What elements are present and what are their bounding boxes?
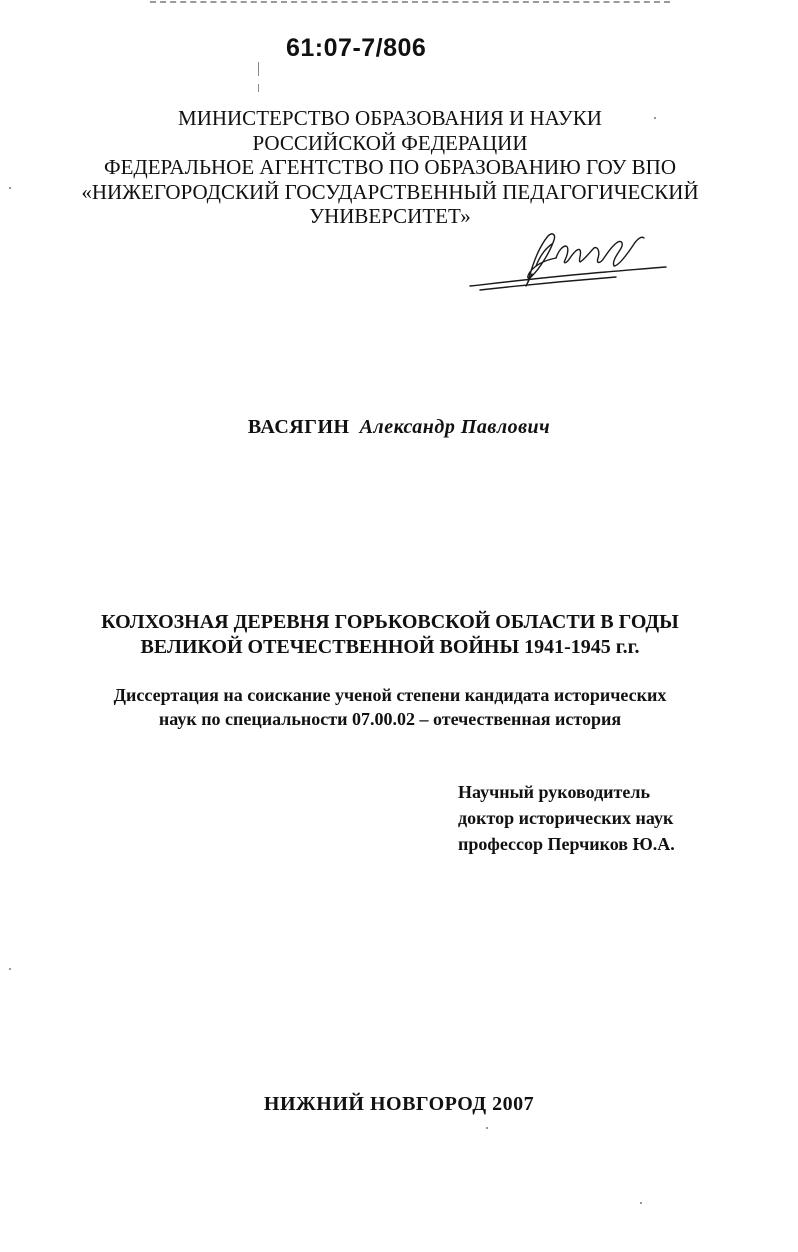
title-line: КОЛХОЗНАЯ ДЕРЕВНЯ ГОРЬКОВСКОЙ ОБЛАСТИ В ГОДЫ (101, 611, 679, 633)
city-and-year: НИЖНИЙ НОВГОРОД 2007 (263, 1093, 535, 1115)
scan-top-edge (150, 1, 670, 3)
scan-speck (9, 968, 11, 970)
scan-margin-mark (258, 84, 259, 92)
subtitle-line: наук по специальности 07.00.02 – отечественная история (158, 709, 622, 729)
dissertation-subtitle (60, 683, 720, 731)
dissertation-title (60, 610, 720, 660)
author-given-names: Александр Павлович (359, 416, 551, 438)
supervisor-line: Научный руководитель (458, 782, 650, 802)
supervisor-line: профессор Перчиков Ю.А. (458, 834, 675, 854)
scan-speck (9, 187, 11, 189)
scan-margin-mark (258, 62, 259, 76)
author-surname: ВАСЯГИН (247, 416, 350, 438)
scientific-supervisor (458, 779, 738, 857)
handwritten-signature (466, 226, 676, 292)
header-line: «НИЖЕГОРОДСКИЙ ГОСУДАРСТВЕННЫЙ ПЕДАГОГИЧЕСКИЙ (81, 179, 699, 204)
header-line: УНИВЕРСИТЕТ» (309, 204, 471, 228)
author-name (0, 416, 798, 439)
scan-speck (640, 1202, 642, 1204)
header-line: ФЕДЕРАЛЬНОЕ АГЕНТСТВО ПО ОБРАЗОВАНИЮ ГОУ ВПО (103, 155, 677, 179)
catalog-number: 61:07-7/806 (286, 34, 427, 62)
scan-speck (654, 117, 656, 119)
header-line: МИНИСТЕРСТВО ОБРАЗОВАНИЯ И НАУКИ (178, 106, 602, 130)
supervisor-line: доктор исторических наук (458, 808, 674, 828)
scan-speck (486, 1127, 488, 1129)
institution-header (70, 106, 710, 229)
subtitle-line: Диссертация на соискание ученой степени кандидата исторических (113, 685, 667, 705)
header-line: РОССИЙСКОЙ ФЕДЕРАЦИИ (252, 130, 528, 155)
title-line: ВЕЛИКОЙ ОТЕЧЕСТВЕННОЙ ВОЙНЫ 1941-1945 г.г. (140, 636, 640, 658)
